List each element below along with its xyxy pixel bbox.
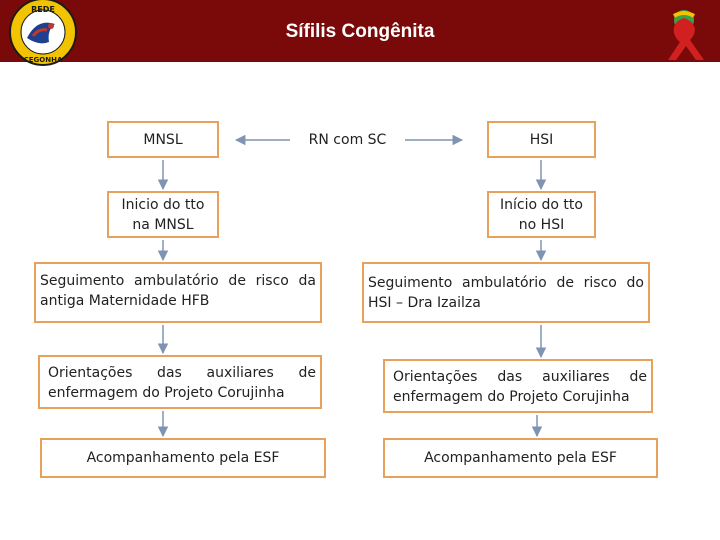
- treatment-hsi-label: Início do tto no HSI: [500, 196, 583, 233]
- followup-left-label: Seguimento ambulatório de risco da antiga Maternidade HFB: [40, 273, 316, 309]
- page-title: Sífilis Congênita: [285, 21, 435, 42]
- svg-text:CEGONHA: CEGONHA: [23, 56, 63, 64]
- guidance-left-label: Orientações das auxiliares de enfermagem do Projeto Corujinha: [48, 365, 316, 401]
- center-node-label: RN com SC: [308, 132, 387, 148]
- guidance-right-label: Orientações das auxiliares de enfermagem do Projeto Corujinha: [393, 369, 647, 405]
- esf-right-label: Acompanhamento pela ESF: [424, 450, 617, 466]
- followup-right-label: Seguimento ambulatório de risco do HSI – Dra Izailza: [368, 275, 644, 311]
- hsi-label: HSI: [529, 131, 554, 148]
- svg-text:REDE: REDE: [31, 5, 55, 14]
- esf-left-label: Acompanhamento pela ESF: [86, 450, 280, 466]
- mnsl-label: MNSL: [143, 131, 183, 148]
- treatment-mnsl-label: Inicio do tto na MNSL: [121, 196, 205, 233]
